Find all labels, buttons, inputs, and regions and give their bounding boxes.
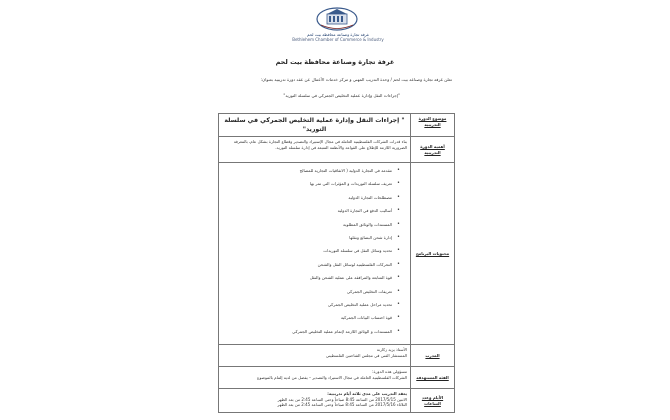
list-item: • تحديد مراحل عملية التخليص الجمركي bbox=[222, 302, 398, 307]
list-item: • تحديد وسائل النقل في سلسلة التوريدات bbox=[222, 248, 398, 253]
list-item: • المستندات والوثائق المطلوبة bbox=[222, 222, 398, 227]
table-row bbox=[219, 389, 455, 413]
list-item: • قوة المتابعة والمرافقة على عملية الشحن والنقل bbox=[222, 275, 398, 280]
table-row bbox=[219, 367, 455, 389]
list-item: • المستندات و الوثائق اللازمة لإتمام عملية التخليص الجمركي bbox=[222, 329, 398, 334]
list-item: • مصطلحات التجارة الدولية bbox=[222, 195, 398, 200]
schedule-day: الاثنين 2017/5/15 من الساعة 8:45 صباحاً وحتى الساعة 2:45 من بعد الظهر bbox=[277, 396, 407, 402]
page-title: غرفة تجارة وصناعة محافظة بيت لحم bbox=[275, 58, 395, 66]
target-line: الشركات الفلسطينية العاملة في مجال الاستيراد والتصدير – يفضل من لديه إلمام بالموضوع bbox=[257, 374, 407, 380]
target-label: الفئة المستهدفة bbox=[411, 367, 455, 389]
list-item: • إدارة شحن البضائع ونقلها bbox=[222, 235, 398, 240]
trainer-title: المستشار الفني في مجلس الشاحنين الفلسطيني bbox=[325, 352, 407, 358]
table-row bbox=[219, 114, 455, 137]
org-name-ar: غرفة تجارة وصناعة محافظة بيت لحم bbox=[307, 32, 369, 37]
target-cell bbox=[219, 367, 411, 389]
contents-list bbox=[222, 168, 407, 334]
course-label: موضوع الدورة التدريبية bbox=[411, 114, 455, 137]
contents-label: محتويات البرنامج bbox=[411, 163, 455, 345]
list-item: • تعريفات التخليص الجمركي bbox=[222, 289, 398, 294]
target-line: مسؤولي هذه الدورة: bbox=[372, 369, 407, 375]
course-quote: "إجراءات النقل وإدارة عملية التخليص الجمركي في سلسلة التوريد" bbox=[283, 93, 400, 98]
goal-text: بناء قدرات الشركات الفلسطينية العاملة في مجال الإستيراد والتصدير وقطاع التجارة بشكل عام، بالمعرفة الضرورية اللازمة للإطلاع على القواعد والأنظمة المتبعة في إدارة سلسلة التوريد. bbox=[219, 137, 411, 163]
course-title-cell bbox=[219, 114, 411, 137]
course-title: " إجراءات النقل وإدارة عملية التخليص الجمركي في سلسلة التوريد" bbox=[224, 117, 405, 133]
course-table bbox=[218, 113, 455, 413]
schedule-label: الأيام وعدد الساعات bbox=[411, 389, 455, 413]
trainer-label: المدرب bbox=[411, 345, 455, 367]
organization-name bbox=[290, 32, 386, 42]
intro-text: تعلن غرفة تجارة وصناعة بيت لحم / وحدة التدريب المهني و مركز خدمات الأعمال عن عقد دورة تدريبية بعنوان: bbox=[260, 77, 452, 82]
table-row bbox=[219, 163, 455, 345]
goal-label: أهمية الدورة التدريبية bbox=[411, 137, 455, 163]
schedule-day: الثلاثاء 2017/5/16 من الساعة 8:45 صباحاً وحتى الساعة 2:45 من بعد الظهر bbox=[277, 402, 407, 408]
contents-cell bbox=[219, 163, 411, 345]
list-item: • التحركات الفلسطينية لوسائل النقل والشحن bbox=[222, 262, 398, 267]
trainer-name: الأستاذ يزيد زكارنة bbox=[376, 347, 407, 353]
table-row bbox=[219, 137, 455, 163]
list-item: • قوة احتساب البيانات الجمركية bbox=[222, 315, 398, 320]
list-item: • أساليب الدفع في التجارة الدولية bbox=[222, 208, 398, 213]
list-item: • تعريف سلسلة التوريدات و المؤثرات التي تمر بها bbox=[222, 181, 398, 186]
trainer-cell bbox=[219, 345, 411, 367]
schedule-cell bbox=[219, 389, 411, 413]
org-name-en: Bethlehem Chamber of Commerce & Industry bbox=[292, 37, 384, 42]
list-item: • مقدمة في التجارة الدولية ( الاتفاقيات التجارية للمصالح bbox=[222, 168, 398, 173]
schedule-intro: يعقد التدريب على مدى ثلاثة أيام تدريبية: bbox=[327, 391, 407, 397]
table-row bbox=[219, 345, 455, 367]
chamber-logo-icon bbox=[315, 6, 359, 32]
